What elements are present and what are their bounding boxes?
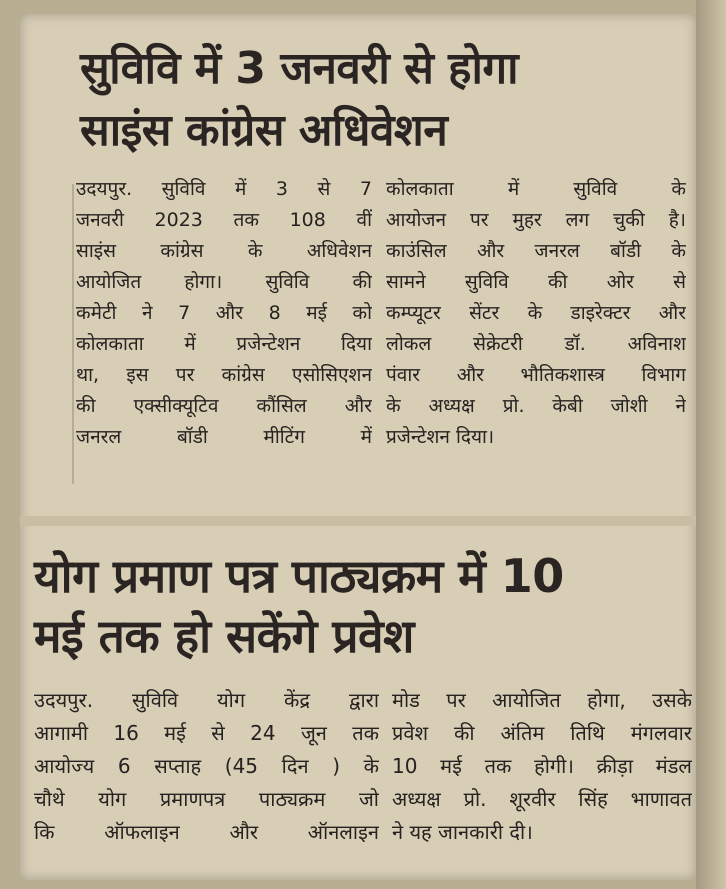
text-line: चौथे योग प्रमाणपत्र पाठ्यक्रम जो xyxy=(34,787,379,811)
text-line: कोलकाता में प्रजेन्टेशन दिया xyxy=(76,333,372,355)
text-line: पंवार और भौतिकशास्त्र विभाग xyxy=(386,364,686,386)
article-yoga-course xyxy=(20,529,696,880)
headline-line-2: साइंस कांग्रेस अधिवेशन xyxy=(80,105,448,156)
background-edge xyxy=(696,0,726,889)
text-line: सामने सुविवि की ओर से xyxy=(386,271,686,293)
text-line: जनरल बॉडी मीटिंग में xyxy=(76,426,372,448)
article-science-congress xyxy=(20,14,696,514)
newspaper-clipping xyxy=(20,14,696,880)
text-line: काउंसिल और जनरल बॉडी के xyxy=(386,240,686,262)
text-line: जनवरी 2023 तक 108 वीं xyxy=(76,209,372,231)
text-line: की एक्सीक्यूटिव कौंसिल और xyxy=(76,395,372,417)
text-line: कोलकाता में सुविवि के xyxy=(386,178,686,200)
headline-line-1: सुविवि में 3 जनवरी से होगा xyxy=(80,43,519,94)
text-line: कमेटी ने 7 और 8 मई को xyxy=(76,302,372,324)
body-column-left xyxy=(34,684,379,849)
text-line: साइंस कांग्रेस के अधिवेशन xyxy=(76,240,372,262)
text-line: 10 मई तक होगी। क्रीड़ा मंडल xyxy=(392,754,692,778)
text-line: के अध्यक्ष प्रो. केबी जोशी ने xyxy=(386,395,686,417)
body-column-right xyxy=(386,174,686,453)
text-line: लोकल सेक्रेटरी डॉ. अविनाश xyxy=(386,333,686,355)
text-line: आयोजन पर मुहर लग चुकी है। xyxy=(386,209,686,231)
text-line: उदयपुर. सुविवि योग केंद्र द्वारा xyxy=(34,688,379,712)
headline-line-1: योग प्रमाण पत्र पाठ्यक्रम में 10 xyxy=(34,549,564,603)
fold-crease xyxy=(72,184,74,484)
text-line: आयोजित होगा। सुविवि की xyxy=(76,271,372,293)
text-line: प्रजेन्टेशन दिया। xyxy=(386,426,495,448)
text-line: अध्यक्ष प्रो. शूरवीर सिंह भाणावत xyxy=(392,787,692,811)
text-line: कम्प्यूटर सेंटर के डाइरेक्टर और xyxy=(386,302,686,324)
text-line: था, इस पर कांग्रेस एसोसिएशन xyxy=(76,364,372,386)
text-line: कि ऑफलाइन और ऑनलाइन xyxy=(34,820,379,844)
body-column-left xyxy=(76,174,372,453)
text-line: आयोज्य 6 सप्ताह (45 दिन ) के xyxy=(34,754,379,778)
headline-line-2: मई तक हो सकेंगे प्रवेश xyxy=(34,609,414,663)
text-line: आगामी 16 मई से 24 जून तक xyxy=(34,721,379,745)
text-line: मोड पर आयोजित होगा, उसके xyxy=(392,688,692,712)
article-divider xyxy=(20,516,696,526)
text-line: उदयपुर. सुविवि में 3 से 7 xyxy=(76,178,372,200)
text-line: ने यह जानकारी दी। xyxy=(392,820,533,844)
body-column-right xyxy=(392,684,692,849)
text-line: प्रवेश की अंतिम तिथि मंगलवार xyxy=(392,721,692,745)
